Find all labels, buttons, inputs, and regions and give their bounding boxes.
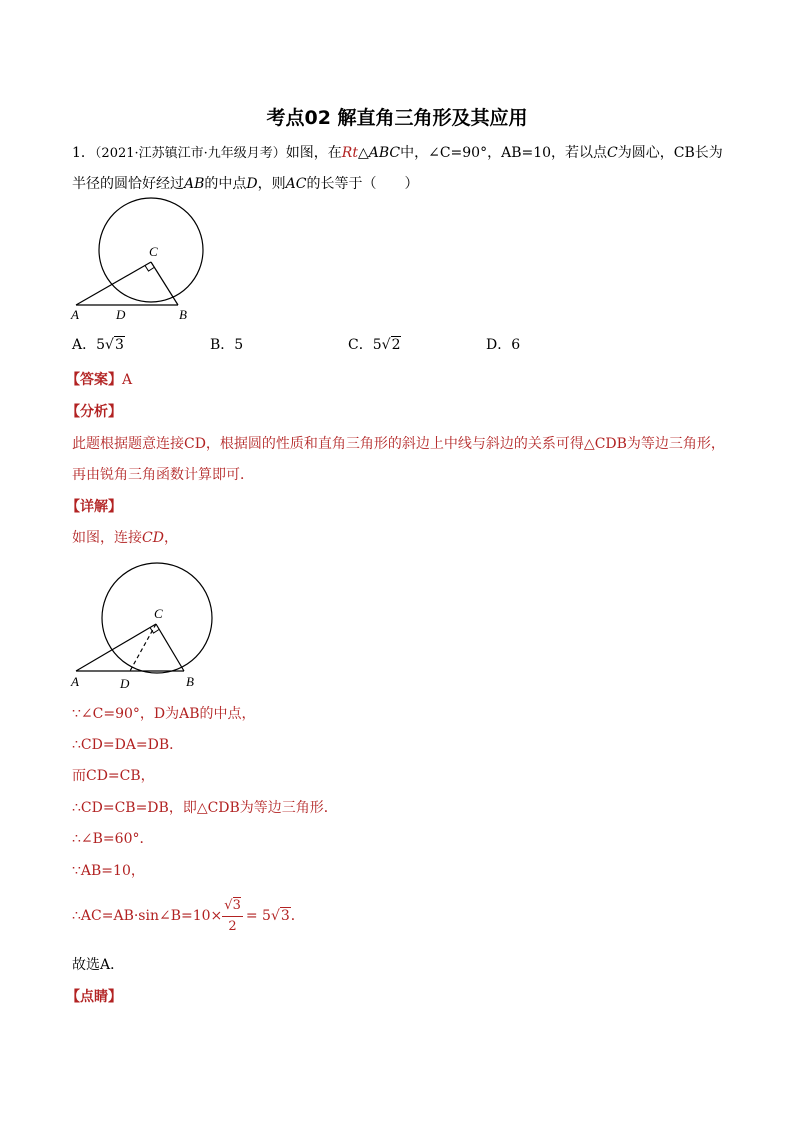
step-7 <box>72 892 305 940</box>
step-8: 故选A． <box>72 957 125 973</box>
option-a <box>72 335 125 355</box>
analysis-heading: 【分析】 <box>66 404 122 420</box>
question-number: 1． <box>72 145 95 161</box>
step-3: 而CD=CB， <box>72 768 155 784</box>
segment-cb <box>156 624 184 671</box>
label-b: B <box>179 307 187 322</box>
ab-label: AB <box>184 176 205 192</box>
question-text: 如图，在 <box>285 145 342 161</box>
sqrt-sign: √3 <box>270 908 290 924</box>
option-b <box>210 335 243 355</box>
question-text-2b: 的中点 <box>204 176 247 192</box>
d-label: D <box>246 176 258 192</box>
label-d: D <box>116 307 126 322</box>
detail-intro <box>72 528 178 548</box>
answer-line <box>66 370 132 390</box>
label-a: A <box>71 674 79 689</box>
step-5: ∴∠B=60°． <box>72 831 154 847</box>
fraction-numerator: √3 <box>222 896 243 917</box>
sqrt-sign: √3 <box>105 337 124 353</box>
option-a-coef: 5 <box>96 337 106 353</box>
step-7-radicand: 3 <box>280 908 290 924</box>
fraction-denominator: 2 <box>228 918 237 934</box>
answer-value: A <box>122 372 133 388</box>
fraction-num-radicand: 3 <box>232 897 241 913</box>
option-d-value: 6 <box>511 337 521 353</box>
option-c <box>348 335 401 355</box>
option-a-label: A． <box>72 337 97 353</box>
question-text-end: 为圆心，CB长为 <box>617 145 723 161</box>
page-title: 考点02 解直角三角形及其应用 <box>266 107 528 129</box>
option-d-label: D． <box>486 337 512 353</box>
step-6: ∵AB=10， <box>72 863 145 879</box>
sqrt-sign: √2 <box>381 337 401 353</box>
fraction <box>222 896 243 937</box>
ac-label: AC <box>285 176 307 192</box>
segment-cb <box>151 262 178 305</box>
figure-2 <box>66 558 226 694</box>
option-c-label: C． <box>348 337 373 353</box>
option-a-radicand: 3 <box>114 337 124 353</box>
label-c: C <box>149 244 158 259</box>
step-7-eq: = 5 <box>245 908 271 924</box>
answer-heading: 【答案】 <box>66 372 122 388</box>
triangle-label: △ABC <box>357 145 401 161</box>
option-b-value: 5 <box>234 337 244 353</box>
option-d <box>486 335 520 355</box>
analysis-line-1: 此题根据题意连接CD，根据圆的性质和直角三角形的斜边上中线与斜边的关系可得△CDB为等边三角形， <box>72 436 725 452</box>
rt-label: Rt <box>341 145 358 161</box>
question-text-mid: 中，∠C=90°，AB=10，若以点 <box>400 145 608 161</box>
label-a: A <box>71 307 79 322</box>
point-c-label: C <box>607 145 618 161</box>
analysis-line-2: 再由锐角三角函数计算即可． <box>72 467 254 483</box>
step-7-pre: ∴AC=AB·sin∠B=10× <box>72 908 223 924</box>
comment-heading: 【点睛】 <box>66 989 122 1005</box>
step-1: ∵∠C=90°，D为AB的中点， <box>72 706 256 722</box>
detail-intro-text: 如图，连接 <box>72 530 142 546</box>
label-b: B <box>186 674 194 689</box>
label-c: C <box>154 606 163 621</box>
option-c-radicand: 2 <box>391 337 401 353</box>
question-text-2d: 的长等于（ ） <box>306 176 419 192</box>
step-2: ∴CD=DA=DB． <box>72 737 184 753</box>
detail-intro-comma: ， <box>163 530 178 546</box>
question-text-2: 半径的圆恰好经过 <box>72 176 184 192</box>
option-c-coef: 5 <box>372 337 382 353</box>
option-b-label: B． <box>210 337 235 353</box>
label-d: D <box>120 676 130 691</box>
figure-1 <box>66 196 216 326</box>
detail-intro-cd: CD <box>142 530 164 546</box>
question-text-2c: ，则 <box>257 176 286 192</box>
question-line-1 <box>72 143 723 164</box>
question-source: （2021·江苏镇江市·九年级月考） <box>94 146 286 161</box>
right-angle-mark <box>145 266 154 272</box>
step-4: ∴CD=CB=DB，即△CDB为等边三角形． <box>72 800 338 816</box>
segment-ac <box>76 624 156 671</box>
step-7-end: ． <box>290 908 305 924</box>
question-line-2 <box>72 174 418 194</box>
detail-heading: 【详解】 <box>66 499 122 515</box>
segment-ac <box>76 262 151 305</box>
